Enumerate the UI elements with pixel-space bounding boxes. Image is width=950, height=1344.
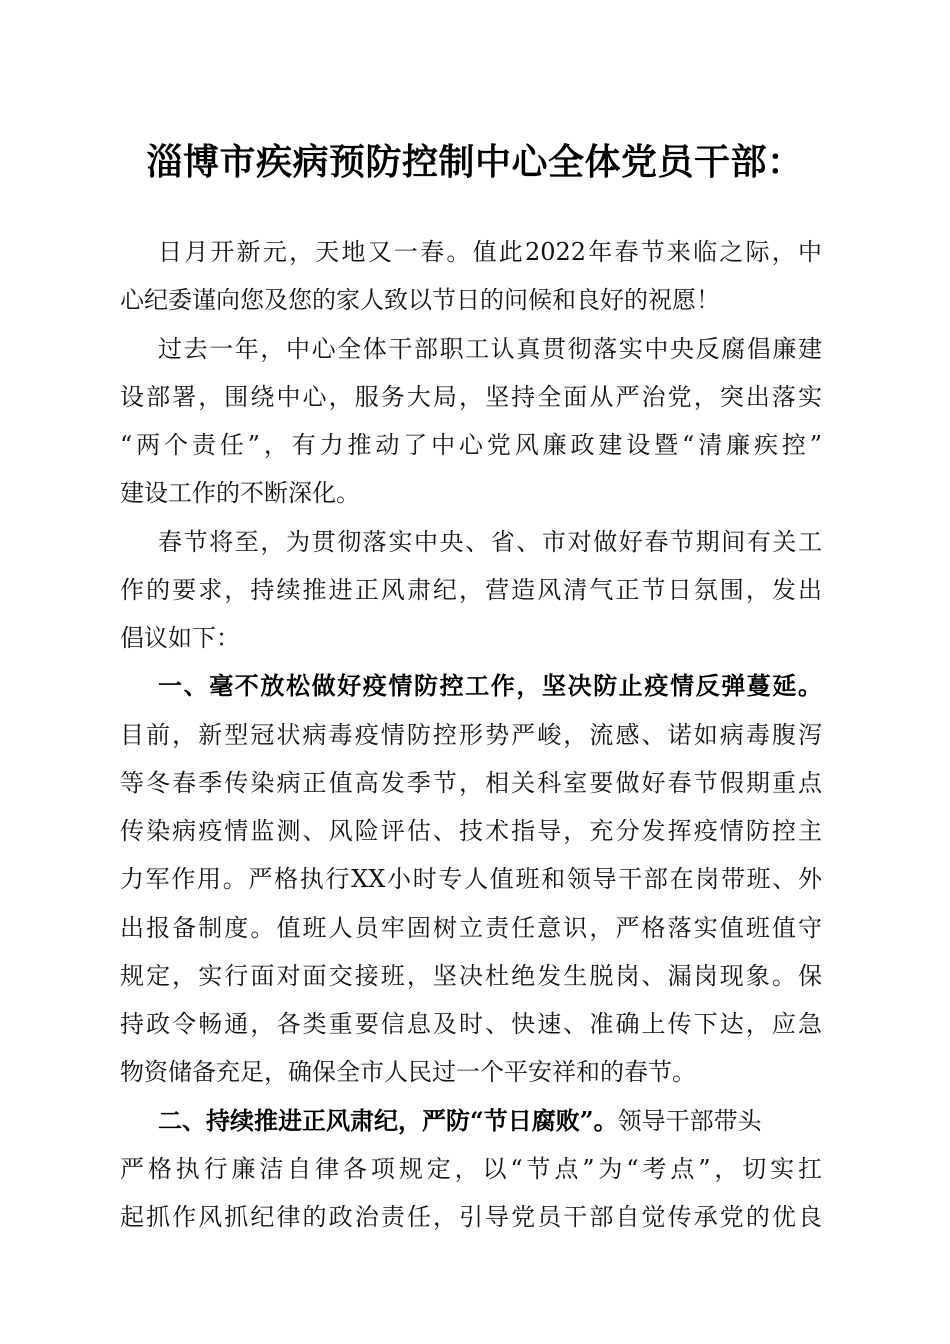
text-line: 规定，实行面对面交接班，坚决杜绝发生脱岗、漏岗现象。保: [120, 962, 822, 990]
text-line: 心纪委谨向您及您的家人致以节日的问候和良好的祝愿！: [120, 286, 720, 314]
document-title: 淄博市疾病预防控制中心全体党员干部：: [146, 141, 804, 183]
text-line: 出报备制度。值班人员牢固树立责任意识，严格落实值班值守: [120, 914, 822, 942]
section-heading-1: [158, 662, 822, 710]
text-line: 春节将至，为贯彻落实中央、省、市对做好春节期间有关工: [158, 528, 822, 556]
text-line: 力军作用。严格执行XX小时专人值班和领导干部在岗带班、外: [120, 865, 822, 893]
text-line: “两个责任”，有力推动了中心党风廉政建设暨“清廉疾控”: [120, 431, 822, 459]
text-line: 倡议如下：: [120, 624, 240, 652]
heading-text: 二、持续推进正风肃纪，严防“节日腐败”。: [158, 1106, 618, 1135]
text-line: 严格执行廉洁自律各项规定，以“节点”为“考点”，切实扛: [120, 1155, 822, 1183]
text-line: 目前，新型冠状病毒疫情防控形势严峻，流感、诺如病毒腹泻: [120, 721, 822, 749]
text-line: 传染病疫情监测、风险评估、技术指导，充分发挥疫情防控主: [120, 817, 822, 845]
text-line: 等冬春季传染病正值高发季节，相关科室要做好春节假期重点: [120, 769, 822, 797]
section-heading-2: [158, 1097, 822, 1145]
text-line: 设部署，围绕中心，服务大局，坚持全面从严治党，突出落实: [120, 383, 822, 411]
text-line: 日月开新元，天地又一春。值此2022年春节来临之际，中: [158, 238, 822, 266]
text-line: 物资储备充足，确保全市人民过一个平安祥和的春节。: [120, 1058, 696, 1086]
text-line: 作的要求，持续推进正风肃纪，营造风清气正节日氛围，发出: [120, 576, 822, 604]
text-line: 建设工作的不断深化。: [120, 479, 360, 507]
heading-text: 一、毫不放松做好疫情防控工作，坚决防止疫情反弹蔓延。: [158, 671, 822, 700]
heading-continuation: 领导干部带头: [617, 1107, 762, 1135]
text-line: 起抓作风抓纪律的政治责任，引导党员干部自觉传承党的优良: [120, 1203, 822, 1231]
text-line: 持政令畅通，各类重要信息及时、快速、准确上传下达，应急: [120, 1010, 822, 1038]
text-line: 过去一年，中心全体干部职工认真贯彻落实中央反腐倡廉建: [158, 335, 822, 363]
